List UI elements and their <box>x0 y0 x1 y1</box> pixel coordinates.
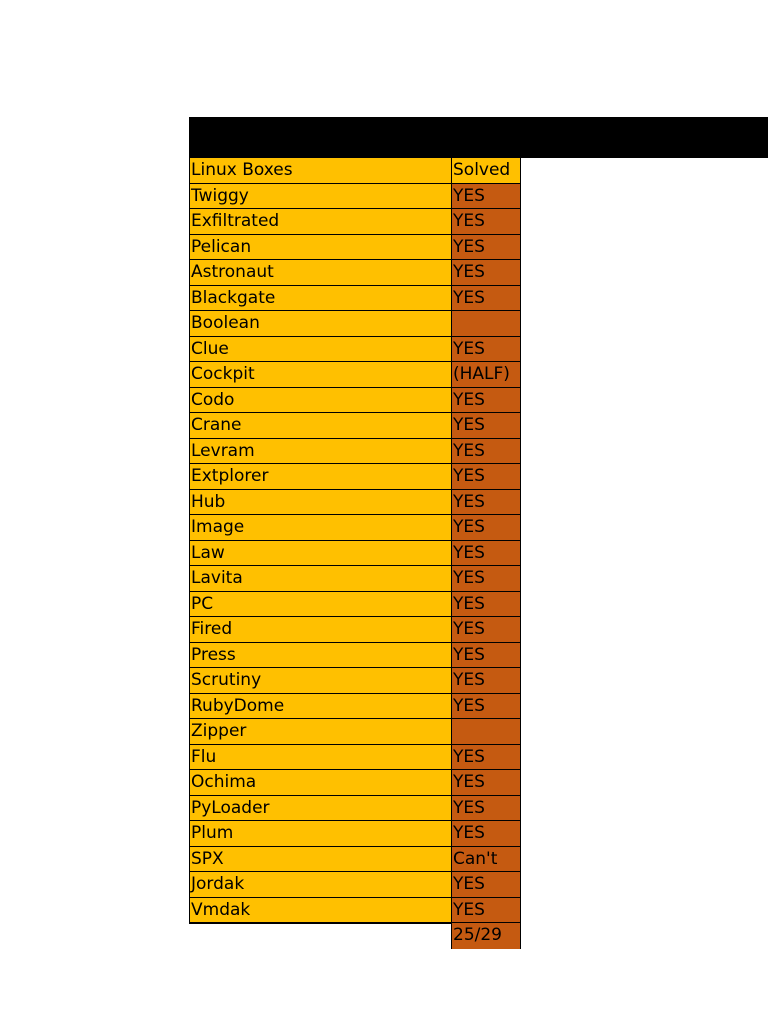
table-header-row <box>189 158 521 184</box>
footer-empty-cell[interactable] <box>189 923 452 949</box>
box-name-cell[interactable]: PyLoader <box>189 796 452 822</box>
table-row <box>189 515 521 541</box>
box-name-cell[interactable]: Blackgate <box>189 286 452 312</box>
box-name-cell[interactable]: Pelican <box>189 235 452 261</box>
box-name-cell[interactable]: Exfiltrated <box>189 209 452 235</box>
box-name-cell[interactable]: Ochima <box>189 770 452 796</box>
box-name-cell[interactable]: Levram <box>189 439 452 465</box>
box-name-cell[interactable]: Scrutiny <box>189 668 452 694</box>
box-name-cell[interactable]: Press <box>189 643 452 669</box>
table-row <box>189 592 521 618</box>
table-row <box>189 643 521 669</box>
table-row <box>189 821 521 847</box>
table-row <box>189 617 521 643</box>
table-row <box>189 668 521 694</box>
box-name-cell[interactable]: Plum <box>189 821 452 847</box>
solved-status-cell[interactable]: YES <box>452 235 521 261</box>
boxes-table <box>189 158 521 949</box>
table-row <box>189 388 521 414</box>
table-row <box>189 362 521 388</box>
box-name-cell[interactable]: Boolean <box>189 311 452 337</box>
solved-status-cell[interactable]: YES <box>452 898 521 924</box>
solved-status-cell[interactable]: YES <box>452 668 521 694</box>
box-name-cell[interactable]: Lavita <box>189 566 452 592</box>
solved-status-cell[interactable]: (HALF) <box>452 362 521 388</box>
table-row <box>189 490 521 516</box>
box-name-cell[interactable]: SPX <box>189 847 452 873</box>
solved-status-cell[interactable]: YES <box>452 643 521 669</box>
table-row <box>189 464 521 490</box>
table-row <box>189 745 521 771</box>
box-name-cell[interactable]: Astronaut <box>189 260 452 286</box>
box-name-cell[interactable]: Zipper <box>189 719 452 745</box>
table-row <box>189 847 521 873</box>
solved-status-cell[interactable]: YES <box>452 337 521 363</box>
table-row <box>189 541 521 567</box>
solved-status-cell[interactable]: YES <box>452 464 521 490</box>
box-name-cell[interactable]: PC <box>189 592 452 618</box>
box-name-cell[interactable]: RubyDome <box>189 694 452 720</box>
table-body <box>189 184 521 924</box>
solved-status-cell[interactable]: YES <box>452 796 521 822</box>
table-row <box>189 796 521 822</box>
table-row <box>189 286 521 312</box>
solved-status-cell[interactable]: YES <box>452 515 521 541</box>
table-row <box>189 184 521 210</box>
solved-status-cell[interactable] <box>452 719 521 745</box>
table-row <box>189 413 521 439</box>
solved-status-cell[interactable]: YES <box>452 694 521 720</box>
box-name-cell[interactable]: Crane <box>189 413 452 439</box>
table-row <box>189 311 521 337</box>
solved-status-cell[interactable]: Can't <box>452 847 521 873</box>
box-name-cell[interactable]: Law <box>189 541 452 567</box>
box-name-cell[interactable]: Jordak <box>189 872 452 898</box>
box-name-cell[interactable]: Cockpit <box>189 362 452 388</box>
solved-status-cell[interactable]: YES <box>452 260 521 286</box>
total-cell[interactable]: 25/29 <box>452 923 521 949</box>
box-name-cell[interactable]: Twiggy <box>189 184 452 210</box>
table-footer-row <box>189 923 521 949</box>
header-status-cell[interactable]: Solved <box>452 158 521 184</box>
box-name-cell[interactable]: Flu <box>189 745 452 771</box>
solved-status-cell[interactable] <box>452 311 521 337</box>
solved-status-cell[interactable]: YES <box>452 617 521 643</box>
solved-status-cell[interactable]: YES <box>452 770 521 796</box>
table-row <box>189 566 521 592</box>
table-row <box>189 439 521 465</box>
table-row <box>189 694 521 720</box>
box-name-cell[interactable]: Vmdak <box>189 898 452 924</box>
solved-status-cell[interactable]: YES <box>452 286 521 312</box>
solved-status-cell[interactable]: YES <box>452 490 521 516</box>
solved-status-cell[interactable]: YES <box>452 592 521 618</box>
table-row <box>189 337 521 363</box>
box-name-cell[interactable]: Image <box>189 515 452 541</box>
box-name-cell[interactable]: Clue <box>189 337 452 363</box>
solved-status-cell[interactable]: YES <box>452 566 521 592</box>
table-row <box>189 235 521 261</box>
solved-status-cell[interactable]: YES <box>452 872 521 898</box>
header-name-cell[interactable]: Linux Boxes <box>189 158 452 184</box>
box-name-cell[interactable]: Codo <box>189 388 452 414</box>
table-row <box>189 770 521 796</box>
table-row <box>189 260 521 286</box>
box-name-cell[interactable]: Hub <box>189 490 452 516</box>
box-name-cell[interactable]: Fired <box>189 617 452 643</box>
table-row <box>189 209 521 235</box>
solved-status-cell[interactable]: YES <box>452 439 521 465</box>
table-row <box>189 898 521 924</box>
box-name-cell[interactable]: Extplorer <box>189 464 452 490</box>
solved-status-cell[interactable]: YES <box>452 209 521 235</box>
solved-status-cell[interactable]: YES <box>452 541 521 567</box>
solved-status-cell[interactable]: YES <box>452 388 521 414</box>
table-row <box>189 719 521 745</box>
solved-status-cell[interactable]: YES <box>452 413 521 439</box>
header-bar <box>189 117 768 158</box>
table-row <box>189 872 521 898</box>
solved-status-cell[interactable]: YES <box>452 745 521 771</box>
solved-status-cell[interactable]: YES <box>452 821 521 847</box>
solved-status-cell[interactable]: YES <box>452 184 521 210</box>
